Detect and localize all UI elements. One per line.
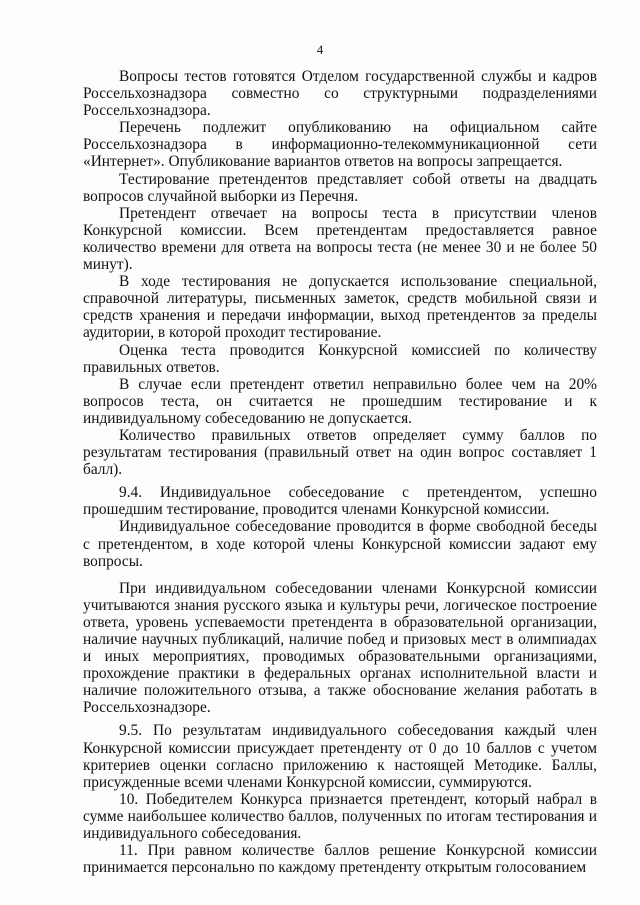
paragraph: 9.4. Индивидуальное собеседование с претендентом, успешно прошедшим тестирование, проводится членами Конкурсной комиссии.	[83, 484, 597, 519]
document-body	[83, 68, 597, 876]
paragraph: В ходе тестирования не допускается использование специальной, справочной литературы, письменных заметок, средств мобильной связи и средств хранения и передачи информации, выход претендентов за пределы аудитории, в которой проходит тестирование.	[83, 273, 597, 342]
paragraph: Вопросы тестов готовятся Отделом государственной службы и кадров Россельхознадзора совместно со структурными подразделениями Россельхознадзора.	[83, 68, 597, 120]
paragraph: Количество правильных ответов определяет сумму баллов по результатам тестирования (правильный ответ на один вопрос составляет 1 балл).	[83, 426, 597, 479]
paragraph: При индивидуальном собеседовании членами Конкурсной комиссии учитываются знания русского языка и культуры речи, логическое построение ответа, уровень успеваемости претендента в образовательной организации, наличие научных публикаций, наличие побед и призовых мест в олимпиадах и иных мероприятиях, проводимых образовательными организациями, прохождение практики в федеральных органах исполнительной власти и наличие положительного отзыва, а также обоснование желания работать в Россельхознадзоре.	[83, 579, 597, 717]
paragraph: Оценка теста проводится Конкурсной комиссией по количеству правильных ответов.	[83, 341, 597, 376]
paragraph: Тестирование претендентов представляет собой ответы на двадцать вопросов случайной выборки из Перечня.	[83, 170, 597, 205]
page-number: 4	[316, 42, 324, 57]
paragraph: 11. При равном количестве баллов решение Конкурсной комиссии принимается персонально по каждому претенденту открытым голосованием	[83, 842, 597, 877]
paragraph: В случае если претендент ответил неправильно более чем на 20% вопросов теста, он считается не прошедшим тестирование и к индивидуальному собеседованию не допускается.	[83, 375, 597, 427]
paragraph: Претендент отвечает на вопросы теста в присутствии членов Конкурсной комиссии. Всем претендентам предоставляется равное количество времени для ответа на вопросы теста (не менее 30 и не более 50 минут).	[83, 204, 597, 274]
paragraph: 10. Победителем Конкурса признается претендент, который набрал в сумме наибольшее количество баллов, полученных по итогам тестирования и индивидуального собеседования.	[83, 790, 597, 843]
paragraph: Перечень подлежит опубликованию на официальном сайте Россельхознадзора в информационно-телекоммуникационной сети «Интернет». Опубликование вариантов ответов на вопросы запрещается.	[83, 119, 597, 171]
paragraph: Индивидуальное собеседование проводится в форме свободной беседы с претендентом, в ходе которой члены Конкурсной комиссии задают ему вопросы.	[83, 518, 597, 570]
paragraph: 9.5. По результатам индивидуального собеседования каждый член Конкурсной комиссии присуждает претенденту от 0 до 10 баллов с учетом критериев оценки согласно приложению к настоящей Методике. Баллы, присужденные всеми членами Конкурсной комиссии, суммируются.	[83, 722, 597, 791]
